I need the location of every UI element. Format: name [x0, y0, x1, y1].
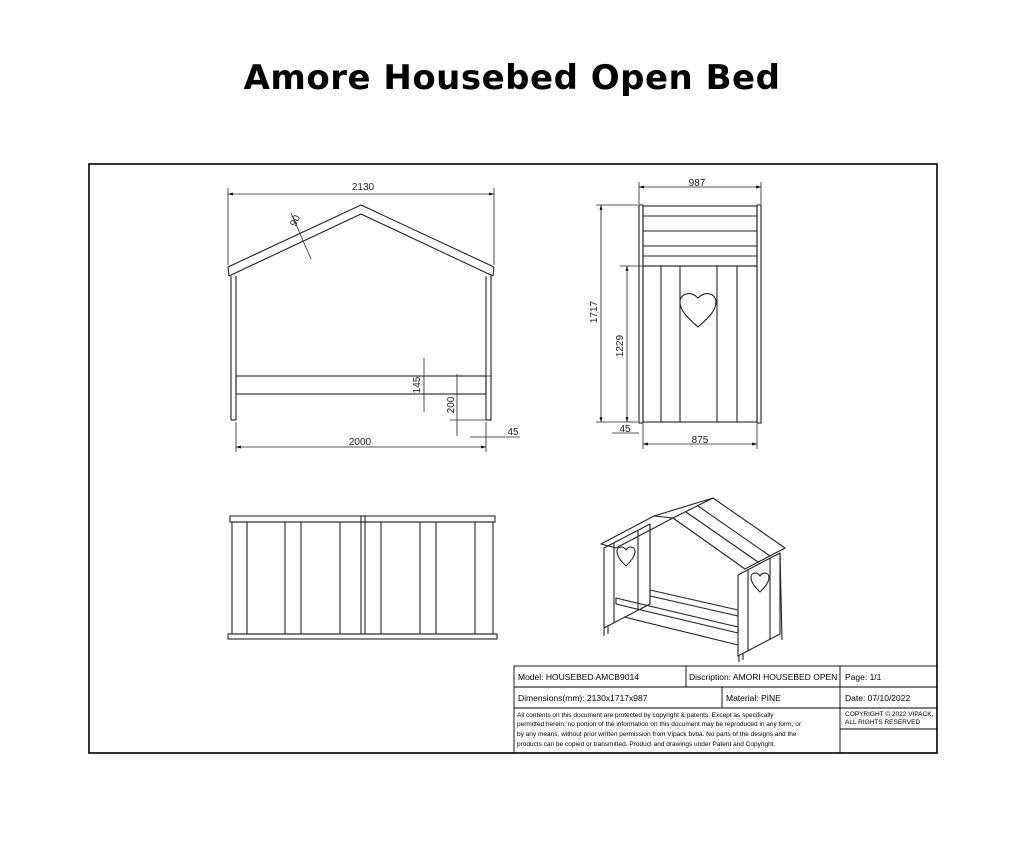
top-view [228, 516, 497, 639]
dim-roof-thickness: 90 [288, 213, 304, 229]
dim-post: 45 [507, 427, 519, 438]
title-block-date: Date: 07/10/2022 [845, 693, 911, 703]
front-view [228, 205, 494, 420]
page-title: Amore Housebed Open Bed [243, 58, 781, 98]
isometric-view [601, 498, 785, 662]
title-block-material: Material: PINE [726, 693, 781, 703]
drawing-frame [89, 164, 937, 753]
title-block-copyright-line: ALL RIGHTS RESERVED [845, 719, 921, 726]
title-block-notice-line: permitted herein, no portion of the information on this document may be reproduced in any form, or [517, 721, 801, 728]
dim-rail-height: 145 [412, 376, 423, 394]
side-view-dimensions [596, 182, 761, 449]
title-block-model: Model: HOUSEBED AMCB9014 [518, 672, 639, 682]
dim-inner-width: 875 [691, 435, 709, 446]
title-block-notice-line: All contents on this document are protected by copyright & patents. Except as specifically [517, 712, 774, 719]
title-block-page: Page: 1/1 [845, 672, 882, 682]
title-block-copyright-line: COPYRIGHT © 2022 VIPACK, [845, 711, 934, 718]
dim-side-post: 45 [619, 424, 631, 435]
title-block-dimensions: Dimensions(mm): 2130x1717x987 [518, 693, 648, 703]
dim-side-width: 987 [688, 178, 706, 189]
dim-total-width: 2130 [351, 182, 375, 193]
dim-total-height: 1717 [589, 300, 600, 324]
dim-rail-floor: 200 [446, 396, 457, 414]
dim-wall-height: 1229 [615, 334, 626, 358]
title-block-description: Discription: AMORI HOUSEBED OPEN [689, 672, 838, 682]
dim-inner-length: 2000 [348, 437, 372, 448]
title-block-notice-line: products can be copied or transmitted. Product and drawings under Patent and Copyright. [517, 741, 776, 748]
front-view-dimensions [228, 188, 520, 452]
side-view [639, 205, 761, 423]
title-block-notice-line: by any means, without prior written permission from Vipack bvba. No parts of the designs and the [517, 731, 797, 738]
